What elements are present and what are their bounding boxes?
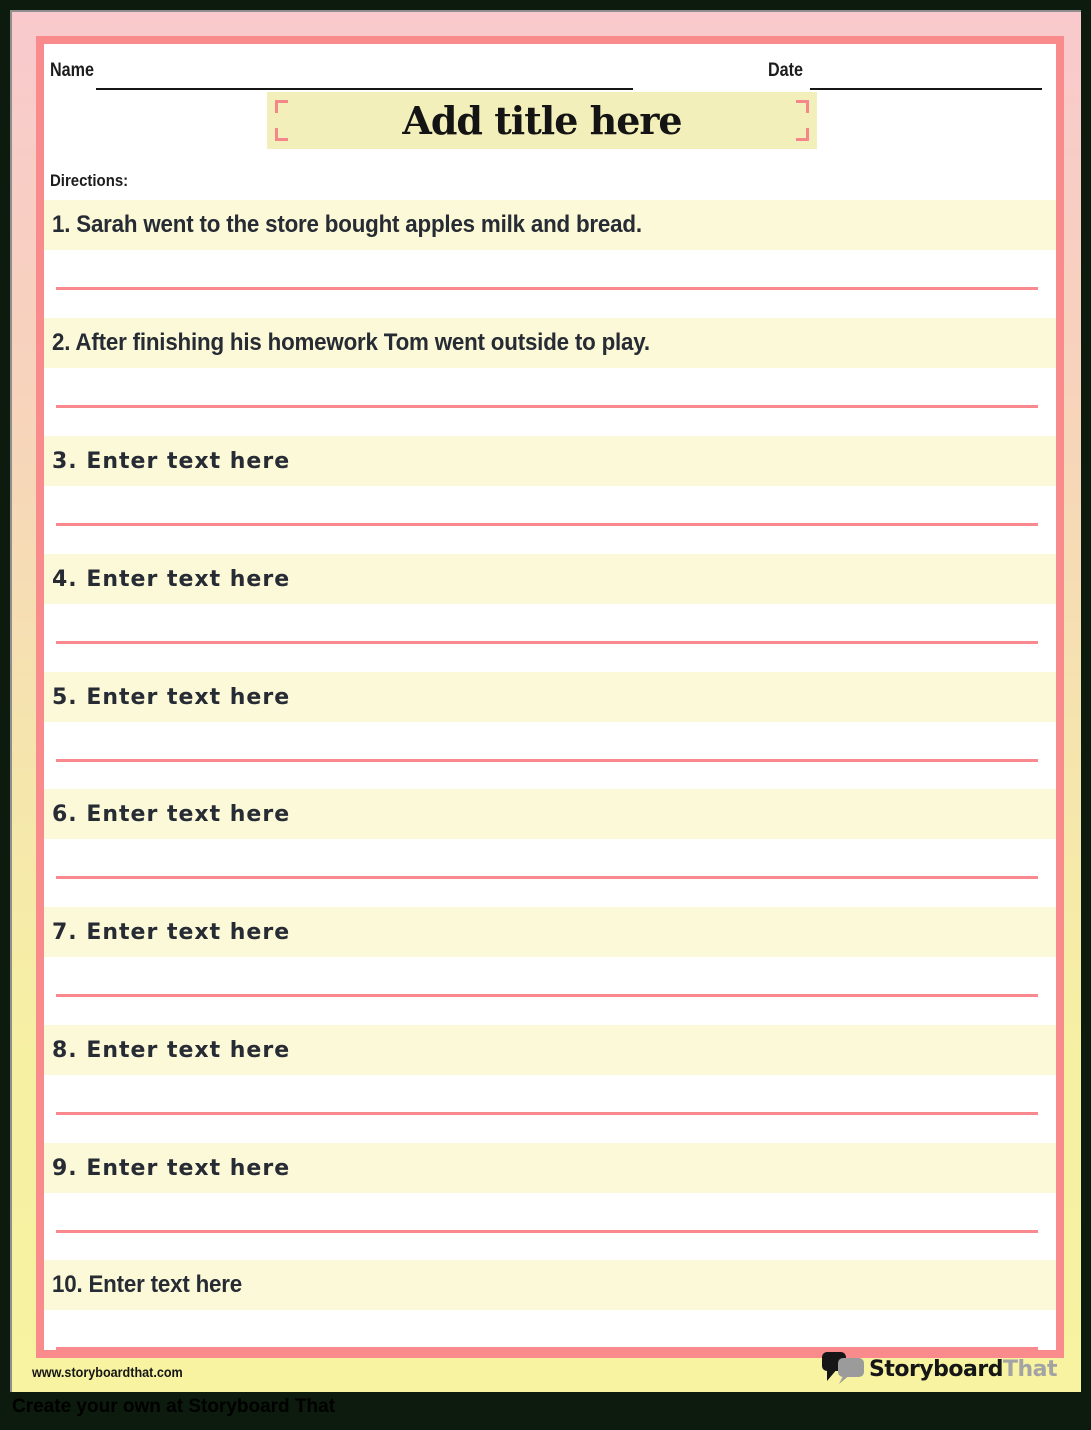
item-text[interactable]: 8. Enter text here: [52, 1037, 291, 1063]
selection-corner-icon: [275, 100, 288, 113]
worksheet-frame: [10, 10, 1081, 1392]
worksheet-card: [36, 36, 1064, 1358]
item-text[interactable]: 7. Enter text here: [52, 919, 291, 945]
item-highlight-band[interactable]: [44, 200, 1056, 250]
answer-line[interactable]: [56, 641, 1038, 644]
item-highlight-band[interactable]: [44, 1143, 1056, 1193]
answer-line[interactable]: [56, 876, 1038, 879]
item-text[interactable]: 6. Enter text here: [52, 801, 291, 827]
item-highlight-band[interactable]: [44, 1260, 1056, 1310]
directions-label: Directions:: [50, 171, 129, 190]
date-label: Date: [768, 60, 804, 81]
answer-line[interactable]: [56, 1112, 1038, 1115]
answer-line[interactable]: [56, 1347, 1038, 1350]
worksheet-item-10: [44, 1260, 1056, 1351]
site-url: www.storyboardthat.com: [32, 1364, 183, 1380]
worksheet-item-7: [44, 907, 1056, 998]
item-highlight-band[interactable]: [44, 789, 1056, 839]
logo-text: [869, 1357, 1057, 1382]
footer-note: Create your own at Storyboard That: [12, 1396, 336, 1417]
answer-line[interactable]: [56, 287, 1038, 290]
answer-line[interactable]: [56, 759, 1038, 762]
selection-corner-icon: [796, 100, 809, 113]
worksheet-item-6: [44, 789, 1056, 880]
item-text[interactable]: 5. Enter text here: [52, 684, 291, 710]
item-text[interactable]: 3. Enter text here: [52, 448, 291, 474]
item-text[interactable]: 1. Sarah went to the store bought apples milk and bread.: [52, 211, 642, 238]
item-highlight-band[interactable]: [44, 672, 1056, 722]
date-write-line[interactable]: [810, 88, 1042, 90]
storyboardthat-logo: [822, 1352, 1057, 1386]
answer-line[interactable]: [56, 405, 1038, 408]
name-label: Name: [50, 60, 94, 81]
item-text[interactable]: 4. Enter text here: [52, 566, 291, 592]
item-highlight-band[interactable]: [44, 318, 1056, 368]
title-box[interactable]: [267, 92, 817, 149]
item-highlight-band[interactable]: [44, 907, 1056, 957]
item-highlight-band[interactable]: [44, 1025, 1056, 1075]
answer-line[interactable]: [56, 1230, 1038, 1233]
speech-bubbles-icon: [822, 1352, 864, 1386]
worksheet-item-9: [44, 1143, 1056, 1234]
frame-bottom-strip: [12, 1356, 1081, 1392]
item-text[interactable]: 10. Enter text here: [52, 1271, 242, 1298]
logo-storyboard: Storyboard: [868, 1356, 1003, 1382]
worksheet-item-4: [44, 554, 1056, 645]
item-highlight-band[interactable]: [44, 554, 1056, 604]
worksheet-item-8: [44, 1025, 1056, 1116]
item-highlight-band[interactable]: [44, 436, 1056, 486]
worksheet-title[interactable]: Add title here: [402, 98, 682, 143]
logo-that: That: [1002, 1356, 1057, 1382]
item-text[interactable]: 9. Enter text here: [52, 1155, 291, 1181]
answer-line[interactable]: [56, 994, 1038, 997]
selection-corner-icon: [796, 128, 809, 141]
worksheet-item-3: [44, 436, 1056, 527]
selection-corner-icon: [275, 128, 288, 141]
answer-line[interactable]: [56, 523, 1038, 526]
worksheet-item-1: [44, 200, 1056, 291]
worksheet-item-2: [44, 318, 1056, 409]
name-write-line[interactable]: [96, 88, 633, 90]
worksheet-item-5: [44, 672, 1056, 763]
item-text[interactable]: 2. After finishing his homework Tom went outside to play.: [52, 329, 650, 356]
